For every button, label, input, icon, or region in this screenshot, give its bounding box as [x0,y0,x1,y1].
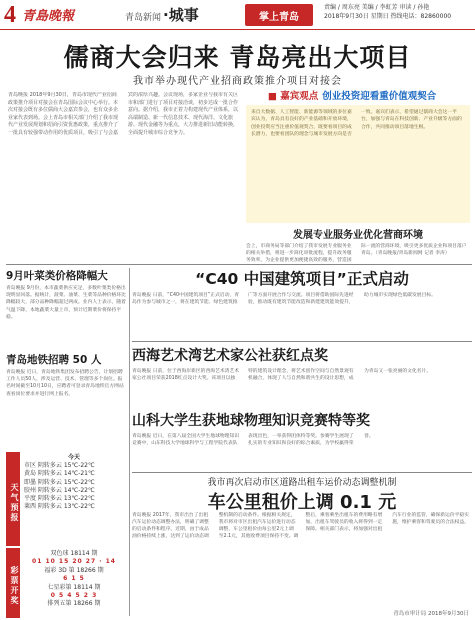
weather-band: 天气预报 [6,452,20,546]
policy-body: 会上，市商务局等部门介绍了我市发展专业服务业的相关举措，将进一步简化审批流程，提升政务服务效率，为企业提供更加便捷高效的服务，营造国际一流的营商环境，吸引更多优质企业和项目落户青岛。（青岛晚报/青岛新闻网 记者 李涛） [246,244,467,264]
short-story-metro [6,352,126,448]
xihai-headline: 西海艺术湾艺术家公社获红点奖 [132,348,328,364]
weather-row: 黄岛 阴转多云 14℃-21℃ [24,470,95,478]
newspaper-brand: 青島晚報 [22,9,75,24]
app-logo: 掌上青岛 [245,4,313,26]
c40-headline: “C40 中国建筑项目”正式启动 [195,270,409,288]
lottery-extra: 排列五第 18266 期 [47,600,101,608]
summit-body: 来自大数据、人工智能、新能源等领域的多位嘉宾认为，青岛具有良好的产业基础和开放环境，创业投资应当注重价值观契合，既要看项目的成长潜力，也要看团队的理念与城市发展方向是否一致。嘉宾们表示，希望通过儒商大会这一平台，加强与青岛在科技创新、产业升级等方面的合作，共同推动项目落地生根。 [246,105,470,223]
rent-headline: 车公里租价上调 0.1 元 [207,492,397,513]
shandong-body: 青岛晚报 近日，在第八届全国大学生地球物理知识竞赛中，山东科技大学地球科学与工程学院代表队表现出色，一举获得团体特等奖。参赛学生展现了扎实的专业知识和良好的综合素质，为学校赢得荣誉。 [132,434,374,447]
lottery-extra: 福彩 3D 第 18266 期 [44,566,104,574]
weather-box [6,452,126,546]
weather-row: 即墨 阴转多云 15℃-22℃ [24,478,95,486]
c40-body: 青岛晚报 日前，“C40中国建筑项目”正式启动，青岛作为参与城市之一，将在建筑节能、绿色建筑推广等方面开展合作与交流。项目将借助国际先进经验，推动既有建筑节能改造和新建建筑能效提升，助力城市实现绿色低碳发展目标。 [132,293,436,306]
page-number: 4 [4,2,16,28]
lottery-list [24,550,124,609]
summit-box [246,88,470,225]
masthead-meta-line: 2018年9月30日 星期日 热线电话：82860000 [324,13,452,20]
shandong-headline: 山科大学生获地球物理知识竞赛特等奖 [132,413,370,429]
masthead-meta [324,3,469,21]
summit-tag: ■ 嘉宾观点 [268,91,319,102]
lottery-extra: 6 1 5 [63,575,85,583]
rent-kicker: 我市再次启动市区道路出租车运价动态调整机制 [207,478,397,488]
lead-subhead: 我市举办现代产业招商政策推介项目对接会 [133,76,342,87]
xihai-body: 青岛晚报 日前，位于西海岸新区的西海艺术湾艺术家公社项目荣获2018红点设计大奖。该项目以独特的建筑设计理念，将艺术创作空间与自然景观有机融合，体现了人与自然和谐共生的设计思想，成为青岛又一张亮丽的文化名片。 [132,369,432,382]
divider [132,341,472,342]
lottery-numbers: 01 10 15 20 27 · 14 [32,558,116,566]
weather-heading: 今天 [67,454,80,461]
lottery-band: 彩票开奖 [6,548,20,618]
short-story-title: 9月叶菜类价格降幅大 [6,270,108,282]
summit-title [246,88,470,103]
rent-body: 青岛晚报 2017年，我市出台了出租汽车运价动态调整办法，明确了调整的启动条件和程序。近期，由于成品油价格持续上涨，达到了运价动态调整机制的启动条件。根据相关规定，我市将对市区出租汽车运价进行动态调整，车公里租价由每公里2元上调至2.1元，其他收费项目保持不变。调整后，乘客乘坐出租车的费用略有增加，出租车驾驶员的收入将得到一定保障。相关部门表示，将加强对出租汽车行业的监管，确保新运价平稳实施，维护乘客和驾驶员的合法权益。 [132,513,470,540]
section-name: ·城事 [163,6,199,24]
shandong-article [132,410,472,472]
footer-credit: 青岛市审计局 2018年9月30日 [393,611,469,617]
lottery-extra: 七星彩第 18114 期 [47,583,101,591]
short-story-body: 青岛晚报 9月份，本市蔬菜供应充足，多数叶菜类价格出现明显回落。据统计，菠菜、油菜、生菜等品种价格环比降幅较大，部分品种降幅超过两成。业内人士表示，随着气温下降，本地蔬菜大量上市，预计近期菜价将保持平稳。 [6,286,126,320]
policy-headline: 发展专业服务业优化营商环境 [293,230,423,241]
divider [132,472,472,473]
divider [6,264,472,265]
section-prefix: 青岛新闻 [125,13,162,23]
weather-row: 胶州 阴转多云 14℃-22℃ [24,486,95,494]
masthead-meta-line: 责编 / 周东亮 美编 / 李虹芳 审读 / 孙艳 [324,4,430,11]
page-header [0,0,475,30]
weather-row: 平度 阴转多云 13℃-22℃ [24,495,95,503]
summit-headline: 创业投资迎看重价值观契合 [322,91,437,102]
short-story-body: 青岛晚报 近日，青岛地铁集团发布招聘公告，计划招聘工作人员50人，涉及运营、技术、管理等多个岗位。报名时间截至10月10日，应聘者可登录青岛地铁官方网站查看岗位要求并进行网上报名。 [6,370,124,397]
lottery-heading: 双色球 18114 期 [50,550,98,557]
short-story-title: 青岛地铁招聘 50 人 [6,354,102,366]
lottery-extra: 0 5 4 5 2 3 [50,592,98,600]
lottery-box [6,548,126,618]
column-divider [129,268,130,616]
c40-article [132,267,472,337]
weather-row: 市区 阴转多云 15℃-22℃ [24,462,95,470]
section-title [125,4,199,25]
weather-list [24,454,124,511]
short-story-vegetables [6,268,126,348]
lead-article-body: 青岛晚报 2018年9月30日，青岛市现代产业招商政策推介项目对接会在青岛国际会议中心举行。本次对接会既有多位儒商大会嘉宾参会，也有众多企业家代表到场。会上青岛市相关部门介绍了我市现代产业发展规划和招商引资优惠政策，重点推介了一批具有较强带动作用的优质项目，吸引了与会嘉宾的浓厚兴趣。会议现场，多家企业与我市有关区市和部门进行了项目对接洽谈，初步达成一批合作意向。据介绍，我市正着力构建现代产业体系，以高端制造、新一代信息技术、现代海洋、文化旅游、现代金融等为重点，大力推进新旧动能转换，全面提升城市综合竞争力。 [8,92,239,136]
lead-headline: 儒商大会归来 青岛亮出大项目 [63,43,412,72]
xihai-article [132,345,472,405]
weather-row: 莱西 阴转多云 13℃-22℃ [24,503,95,511]
